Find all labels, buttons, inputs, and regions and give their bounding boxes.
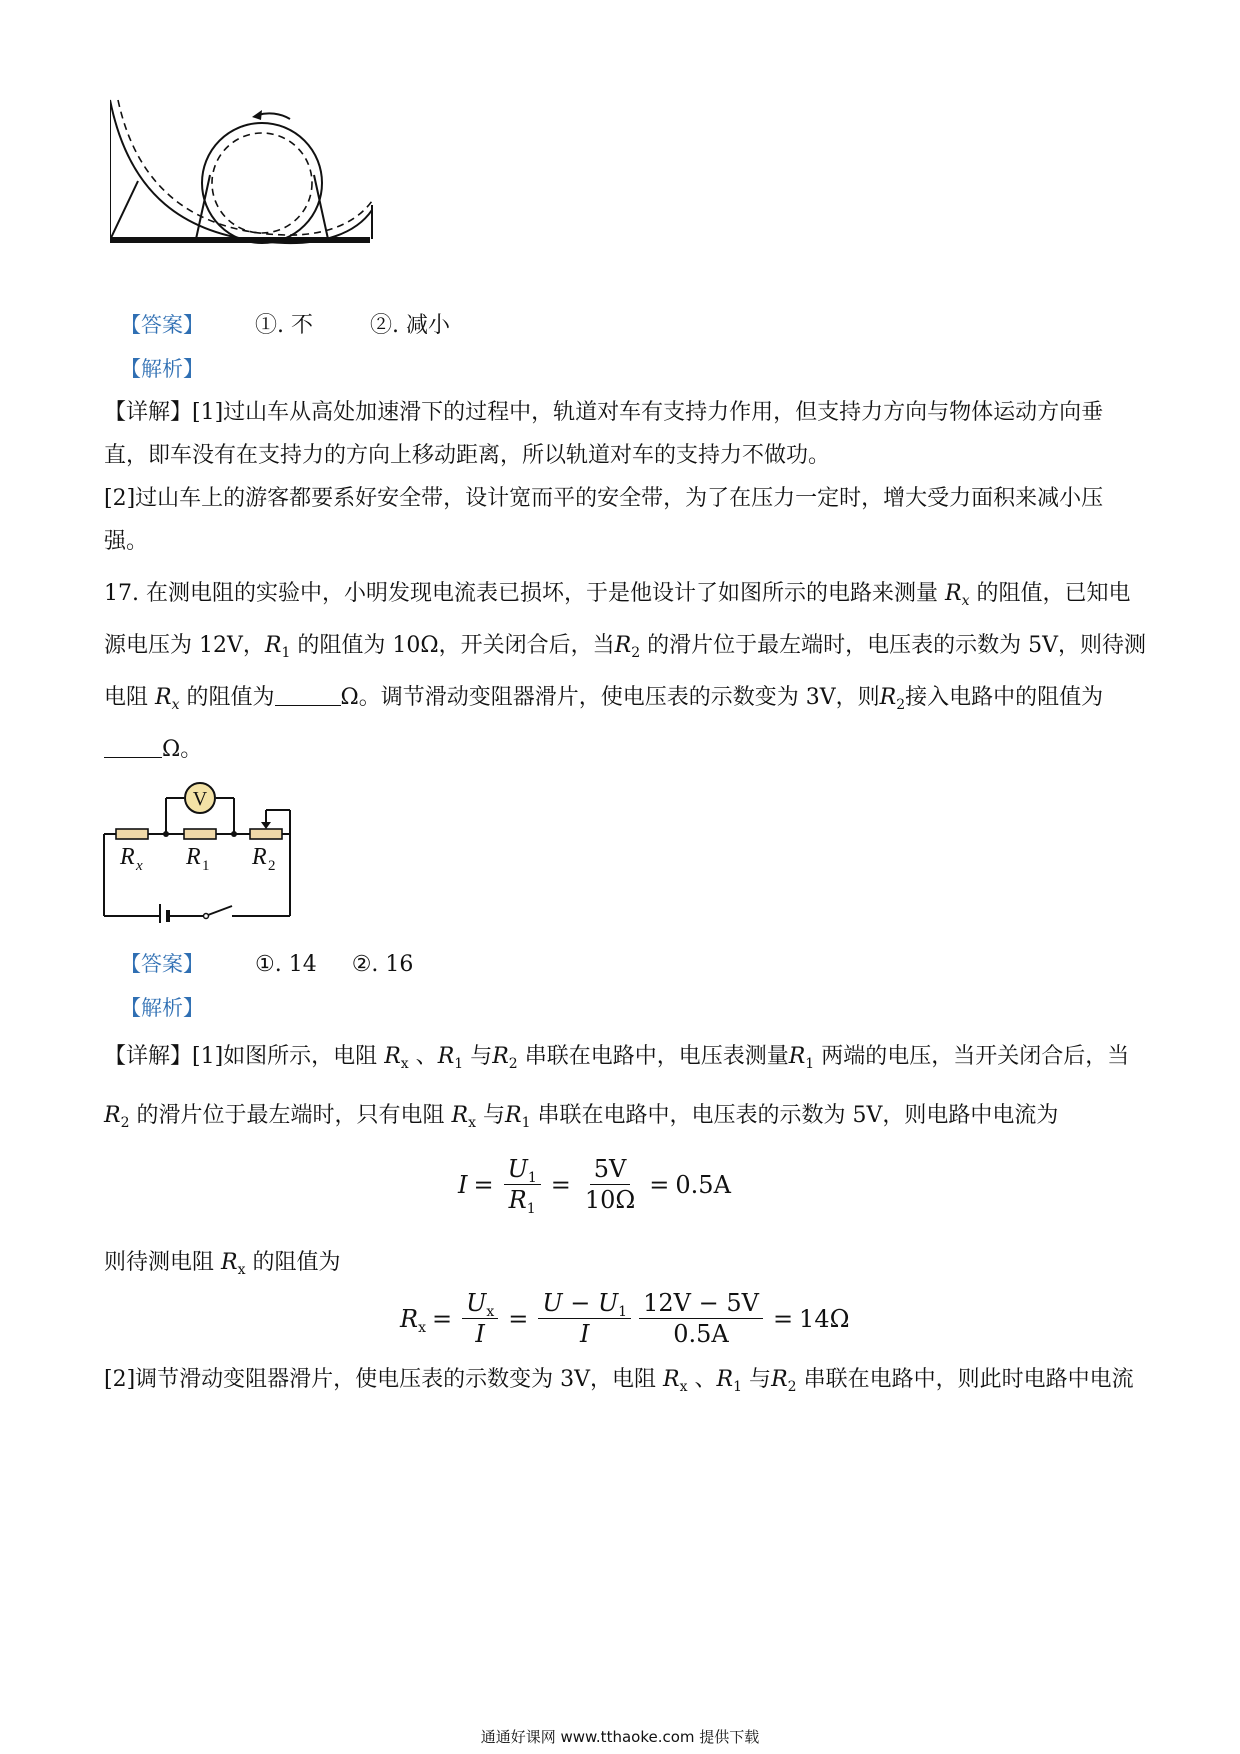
formula-term: 12V − 5V xyxy=(639,1290,763,1319)
formula-sub: x xyxy=(486,1304,495,1320)
label-r2-sub: 2 xyxy=(268,858,276,874)
label-r1-sub: 1 xyxy=(202,858,210,874)
question-text: 的阻值为 10Ω，开关闭合后，当 xyxy=(297,633,615,658)
track-inner-curve xyxy=(118,100,372,235)
question-text: 源电压为 12V， xyxy=(104,633,265,658)
track-outer-curve xyxy=(110,100,372,243)
symbol-r: R xyxy=(944,581,962,606)
symbol-r: R xyxy=(663,1367,680,1392)
symbol-sub: x xyxy=(400,1056,409,1072)
page-footer: 通通好课网 www.tthaoke.com 提供下载 xyxy=(480,1728,760,1746)
question-17 xyxy=(104,580,1147,764)
detail-text: 与 xyxy=(749,1367,772,1392)
formula-term: R xyxy=(508,1186,527,1214)
formula-term: U xyxy=(466,1289,487,1317)
detail-text: 与 xyxy=(470,1044,493,1069)
detail-paragraph-2 xyxy=(104,1043,1144,1130)
detail-text: [1]过山车从高处加速滑下的过程中，轨道对车有支持力作用，但支持力方向与物体运动方向垂 xyxy=(192,400,1104,425)
symbol-sub: 1 xyxy=(454,1056,464,1072)
label-r2: R xyxy=(252,844,267,870)
symbol-sub: 2 xyxy=(120,1115,130,1131)
formula-operator: = xyxy=(649,1170,670,1199)
detail-text: 与 xyxy=(483,1103,506,1128)
answer-item-2: ②. 16 xyxy=(351,952,414,977)
symbol-r: R xyxy=(879,685,897,710)
fraction xyxy=(581,1156,639,1213)
detail-text: 两端的电压，当开关闭合后，当 xyxy=(821,1044,1130,1069)
formula-sub: 1 xyxy=(527,1170,537,1186)
symbol-r: R xyxy=(788,1044,806,1069)
answer-item-1: ①. 不 xyxy=(255,313,313,338)
symbol-sub: 2 xyxy=(508,1056,518,1072)
formula-term: U xyxy=(507,1155,528,1183)
symbol-sub: x xyxy=(468,1115,476,1131)
question-text: 电阻 xyxy=(104,685,149,710)
loop-outer xyxy=(202,123,322,243)
question-text: 17. 在测电阻的实验中，小明发现电流表已损坏，于是他设计了如图所示的电路来测量 xyxy=(104,581,938,606)
formula-operator: = xyxy=(473,1170,494,1199)
symbol-sub: 2 xyxy=(896,697,906,713)
fraction xyxy=(639,1290,763,1347)
roller-coaster-figure xyxy=(110,95,430,280)
formula-current xyxy=(458,1155,731,1217)
question-text: Ω。调节滑动变阻器滑片，使电压表的示数变为 3V，则 xyxy=(340,685,880,710)
rheostat-r2 xyxy=(250,829,282,839)
symbol-sub: x xyxy=(237,1262,246,1278)
detail-tag: 【详解】 xyxy=(104,1044,193,1069)
fraction xyxy=(538,1290,631,1347)
symbol-r: R xyxy=(264,633,282,658)
analysis-tag: 【解析】 xyxy=(120,996,204,1020)
formula-operator: = xyxy=(508,1304,529,1333)
direction-arrow xyxy=(258,113,290,119)
symbol-r: R xyxy=(614,633,632,658)
formula-term: 10Ω xyxy=(584,1186,636,1214)
answer-tag: 【答案】 xyxy=(120,313,204,337)
detail-line-3 xyxy=(104,1249,341,1277)
detail-text: 强。 xyxy=(104,529,149,554)
formula-result: 14Ω xyxy=(799,1304,850,1333)
question-text: 接入电路中的阻值为 xyxy=(905,685,1104,710)
analysis-tag: 【解析】 xyxy=(120,357,204,381)
answer-row-2 xyxy=(120,950,413,979)
detail-line-4 xyxy=(104,1366,1134,1394)
circuit-diagram xyxy=(100,778,300,923)
answer-blank[interactable] xyxy=(104,737,162,758)
detail-text: 的阻值为 xyxy=(252,1250,341,1275)
detail-text: 直，即车没有在支持力的方向上移动距离，所以轨道对车的支持力不做功。 xyxy=(104,443,831,468)
symbol-sub: 1 xyxy=(281,645,291,661)
direction-arrowhead xyxy=(252,110,262,120)
detail-text: 则待测电阻 xyxy=(104,1250,215,1275)
detail-text: [1]如图所示，电阻 xyxy=(192,1044,378,1069)
symbol-sub: x xyxy=(171,697,180,713)
symbol-sub: 1 xyxy=(521,1115,531,1131)
formula-term: I xyxy=(579,1320,590,1348)
rheostat-slider-arrow xyxy=(261,822,271,829)
detail-text: 串联在电路中，电压表测量 xyxy=(524,1044,789,1069)
question-text: 的滑片位于最左端时，电压表的示数为 5V，则待测 xyxy=(647,633,1147,658)
detail-text: [2]调节滑动变阻器滑片，使电压表的示数变为 3V，电阻 xyxy=(104,1367,657,1392)
symbol-r: R xyxy=(451,1103,469,1128)
switch-lever[interactable] xyxy=(208,906,232,915)
label-r1: R xyxy=(186,844,201,870)
symbol-sub: x xyxy=(679,1379,688,1395)
question-text: Ω。 xyxy=(162,737,203,762)
symbol-r: R xyxy=(104,1103,121,1128)
loop-inner xyxy=(212,133,312,233)
detail-paragraph-1 xyxy=(104,399,1134,556)
formula-operator: = xyxy=(431,1304,453,1333)
fraction xyxy=(504,1155,541,1217)
resistor-rx xyxy=(116,829,148,839)
symbol-r: R xyxy=(771,1367,788,1392)
symbol-sub: x xyxy=(961,593,970,609)
detail-tag: 【详解】 xyxy=(104,400,193,425)
formula-term: 0.5A xyxy=(673,1320,729,1348)
label-rx-sub: x xyxy=(136,858,143,874)
voltmeter-label: V xyxy=(192,788,208,810)
symbol-r: R xyxy=(716,1367,734,1392)
label-rx: R xyxy=(120,844,135,870)
fraction xyxy=(462,1290,498,1347)
detail-text: 串联在电路中，电压表的示数为 5V，则电路中电流为 xyxy=(537,1103,1059,1128)
formula-term: U − U xyxy=(542,1289,619,1317)
detail-text: [2]过山车上的游客都要系好安全带，设计宽而平的安全带，为了在压力一定时，增大受力面积来减小压 xyxy=(104,486,1104,511)
symbol-sub: 1 xyxy=(805,1056,815,1072)
formula-operator: = xyxy=(550,1170,571,1199)
formula-term: I xyxy=(458,1170,468,1199)
ground xyxy=(110,237,370,243)
formula-sub: 1 xyxy=(526,1201,536,1217)
resistor-r1 xyxy=(184,829,216,839)
answer-item-1: ①. 14 xyxy=(255,952,317,977)
answer-row-1 xyxy=(120,311,450,340)
symbol-sub: 2 xyxy=(631,645,641,661)
formula-term: 5V xyxy=(590,1156,631,1185)
symbol-r: R xyxy=(155,685,172,710)
formula-operator: = xyxy=(772,1304,794,1333)
formula-sub: x xyxy=(418,1319,426,1336)
formula-term: I xyxy=(475,1320,485,1348)
formula-resistance xyxy=(400,1290,849,1347)
formula-sub: 1 xyxy=(618,1304,628,1320)
formula-result: 0.5A xyxy=(675,1170,731,1199)
symbol-r: R xyxy=(505,1103,522,1128)
question-text: 的阻值为 xyxy=(186,685,275,710)
detail-text: 的滑片位于最左端时，只有电阻 xyxy=(136,1103,445,1128)
symbol-r: R xyxy=(221,1250,238,1275)
detail-text: 、 xyxy=(694,1367,717,1392)
answer-tag: 【答案】 xyxy=(120,952,204,976)
question-text: 的阻值，已知电 xyxy=(976,581,1131,606)
answer-blank[interactable] xyxy=(275,685,341,706)
symbol-r: R xyxy=(384,1044,401,1069)
formula-term: R xyxy=(400,1304,419,1333)
symbol-sub: 2 xyxy=(787,1379,797,1395)
answer-item-2: ②. 减小 xyxy=(370,313,450,338)
symbol-r: R xyxy=(492,1044,509,1069)
left-brace xyxy=(110,181,138,240)
detail-text: 串联在电路中，则此时电路中电流 xyxy=(803,1367,1134,1392)
symbol-sub: 1 xyxy=(733,1379,743,1395)
detail-text: 、 xyxy=(415,1044,438,1069)
symbol-r: R xyxy=(437,1044,455,1069)
